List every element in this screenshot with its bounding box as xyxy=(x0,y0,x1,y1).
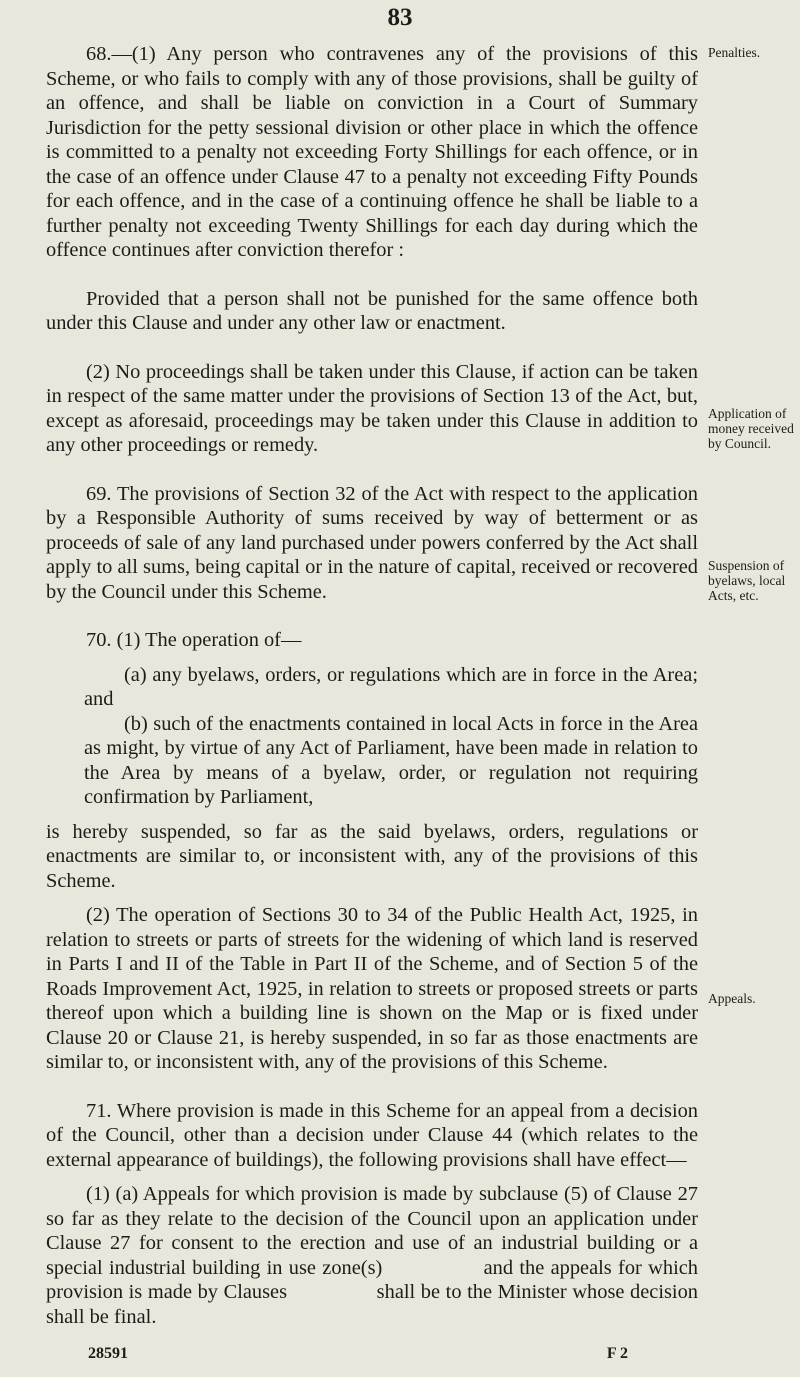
clause-68-paragraph-1: 68.—(1) Any person who contravenes any of the provisions of this Scheme, or who fails to comply with any of those provisions, shall be guilty of an offence, and shall be liable on conviction in a Court of Summary Jurisdiction for the petty sessional division or other place in which the offence is committed to a penalty not exceeding Forty Shillings for each offence, or in the case of an offence under Clause 47 to a penalty not exceeding Fifty Pounds for each offence, and in the case of a continuing offence he shall be liable to a further penalty not exceeding Twenty Shillings for each day during which the offence continues after conviction therefor : xyxy=(46,43,698,261)
clause-68-proviso: Provided that a person shall not be punished for the same offence both under this Clause and under any other law or enactment. xyxy=(46,287,698,334)
page-number: 83 xyxy=(387,4,413,31)
clause-70-continuation: is hereby suspended, so far as the said byelaws, orders, regulations or enactments are similar to, or inconsistent with, any of the provisions of this Scheme. xyxy=(46,820,698,892)
margin-note-appeals: Appeals. xyxy=(708,991,756,1006)
clause-70-intro: 70. (1) The operation of— xyxy=(86,629,302,651)
clause-68-paragraph-2: (2) No proceedings shall be taken under this Clause, if action can be taken in respect of the same matter under the provisions of Section 13 of the Act, but, except as aforesaid, proceedings may be taken under this Clause in addition to any other proceedings or remedy. xyxy=(46,360,698,456)
clause-71-intro: 71. Where provision is made in this Scheme for an appeal from a decision of the Council, other than a decision under Clause 44 (which relates to the external appearance of buildings), the following provisions shall have effect— xyxy=(46,1099,698,1171)
clause-70-item-b: (b) such of the enactments contained in local Acts in force in the Area as might, by virtue of any Act of Parliament, have been made in relation to the Area by means of a byelaw, order, or regulation not requiring confirmation by Parliament, xyxy=(84,712,698,808)
margin-note-suspension: Suspension of byelaws, local Acts, etc. xyxy=(708,558,786,603)
clause-71-paragraph-1a: (1) (a) Appeals for which provision is made by subclause (5) of Clause 27 so far as they relate to the decision of the Council upon an application under Clause 27 for consent to the erection and use of an industrial building or a special industrial building in use zone(s) and the appeals for which provision is made by Clauses shall be to the Minister whose decision shall be final. xyxy=(46,1183,704,1328)
print-code: 28591 xyxy=(88,1345,128,1362)
main-text-column xyxy=(46,42,704,1329)
margin-note-penalties: Penalties. xyxy=(708,45,761,60)
clause-70-paragraph-2: (2) The operation of Sections 30 to 34 of the Public Health Act, 1925, in relation to streets or parts of streets for the widening of which land is reserved in Parts I and II of the Table in Part II of the Scheme, and of Section 5 of the Roads Improvement Act, 1925, in relation to streets or proposed streets or parts thereof upon which a building line is shown on the Map or is fixed under Clause 20 or Clause 21, is hereby suspended, in so far as those enactments are similar to, or inconsistent with, any of the provisions of this Scheme. xyxy=(46,904,698,1073)
clause-70-item-a: (a) any byelaws, orders, or regulations which are in force in the Area; and xyxy=(84,663,698,710)
signature-mark: F 2 xyxy=(606,1345,628,1362)
page-footer xyxy=(88,1345,628,1363)
margin-note-application-of-money: Application of money received by Council. xyxy=(708,406,794,451)
clause-69-text: 69. The provisions of Section 32 of the Act with respect to the application by a Responsible Authority of sums received by way of betterment or as proceeds of sale of any land purchased under powers conferred by the Act shall apply to all sums, being capital or in the nature of capital, received or recovered by the Council under this Scheme. xyxy=(46,482,698,603)
